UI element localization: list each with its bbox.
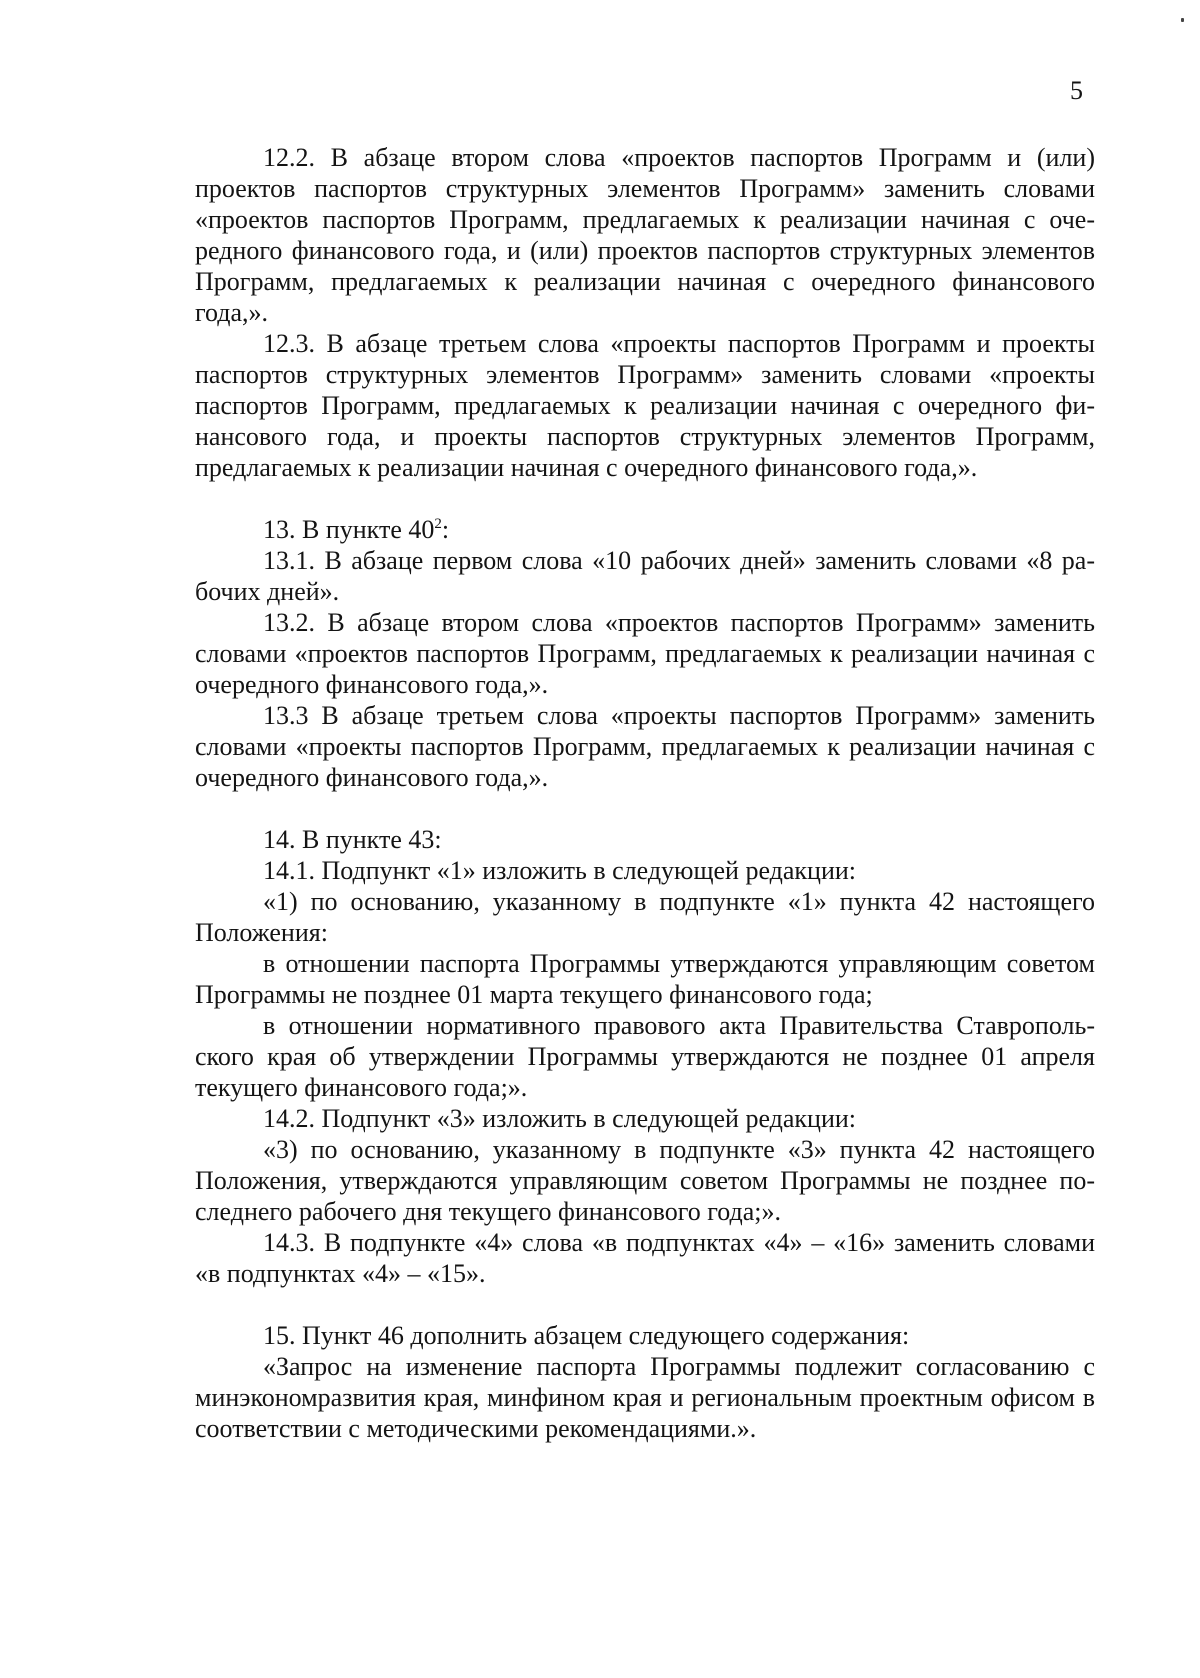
document-body: [195, 142, 1095, 1444]
paragraph-15-heading: 15. Пункт 46 дополнить абзацем следующего содержания:: [263, 1321, 910, 1350]
paragraph-14-1-text: «1) по основанию, указанному в подпункте «1» пункта 42 настоящего Положения:: [195, 887, 1095, 947]
paragraph-14-3: 14.3. В подпункте «4» слова «в подпунктах «4» – «16» заменить словами «в подпунктах «4» – «15».: [195, 1228, 1095, 1288]
page-number: 5: [1070, 76, 1083, 105]
paragraph-14-heading: 14. В пункте 43:: [263, 825, 442, 854]
paragraph-14-2: 14.2. Подпункт «3» изложить в следующей редакции:: [263, 1104, 857, 1133]
paragraph-12-3: 12.3. В абзаце третьем слова «проекты паспортов Программ и проекты паспортов структурных элементов Программ» заменить словами «проекты паспортов Программ, предлагаемых к реализации начиная с очередного финансового года, и проекты паспортов структурных элементов Программ, предлагаемых к реализации начиная с очередного финансового года,».: [195, 329, 1095, 482]
item-13-superscript: 2: [434, 516, 442, 532]
item-13-prefix: 13. В пункте 40: [263, 515, 435, 544]
item-13-suffix: :: [441, 515, 450, 544]
paragraph-13-1: 13.1. В абзаце первом слова «10 рабочих дней» заменить словами «8 рабочих дней».: [195, 546, 1095, 606]
paragraph-14-1-passport: в отношении паспорта Программы утверждаются управляющим советом Программы не позднее 01 марта текущего финансового года;: [195, 949, 1095, 1009]
paragraph-12-2: 12.2. В абзаце втором слова «проектов паспортов Программ и (или) проектов паспортов структурных элементов Программ» заменить словами «проектов паспортов Программ, предлагаемых к реализации начиная с очередного финансового года, и (или) проектов паспортов структурных элементов Программ, предлагаемых к реализации начиная с очередного финансового года,».: [195, 143, 1095, 327]
paragraph-15-text: «Запрос на изменение паспорта Программы подлежит согласованию с минэкономразвития края, минфином края и региональным проектным офисом в соответствии с методическими рекомендациями.».: [195, 1352, 1095, 1443]
paragraph-13-heading: [195, 514, 1095, 545]
paragraph-14-2-text: «3) по основанию, указанному в подпункте «3» пункта 42 настоящего Положения, утверждаются управляющим советом Программы не позднее последнего рабочего дня текущего финансового года;».: [195, 1135, 1095, 1226]
paragraph-14-1-act: в отношении нормативного правового акта Правительства Ставропольского края об утверждении Программы утверждаются не позднее 01 апреля текущего финансового года;».: [195, 1011, 1095, 1102]
paragraph-13-3: 13.3 В абзаце третьем слова «проекты паспортов Программ» заменить словами «проекты паспортов Программ, предлагаемых к реализации начиная с очередного финансового года,».: [195, 701, 1095, 792]
scan-speck: [1181, 18, 1184, 22]
paragraph-14-1: 14.1. Подпункт «1» изложить в следующей редакции:: [263, 856, 857, 885]
paragraph-13-2: 13.2. В абзаце втором слова «проектов паспортов Программ» заменить словами «проектов паспортов Программ, предлагаемых к реализации начиная с очередного финансового года,».: [195, 608, 1095, 699]
